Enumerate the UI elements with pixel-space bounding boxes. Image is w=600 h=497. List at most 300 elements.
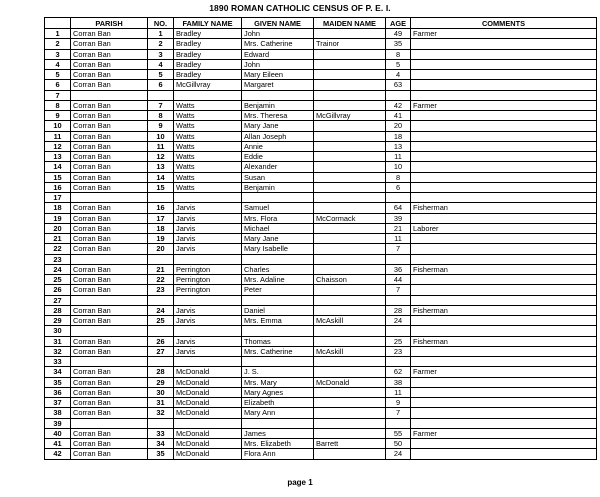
header-family-name: FAMILY NAME xyxy=(174,18,242,29)
table-row xyxy=(45,121,597,131)
cell-family-name: McDonald xyxy=(174,439,242,449)
cell-parish: Corran Ban xyxy=(71,377,148,387)
cell-no: 35 xyxy=(148,449,174,459)
table-row xyxy=(45,326,597,336)
cell-row-number: 33 xyxy=(45,357,71,367)
cell-no: 32 xyxy=(148,408,174,418)
table-row xyxy=(45,398,597,408)
cell-no: 33 xyxy=(148,428,174,438)
cell-family-name: Perrington xyxy=(174,264,242,274)
cell-row-number: 26 xyxy=(45,285,71,295)
cell-given-name xyxy=(242,326,314,336)
table-row xyxy=(45,90,597,100)
cell-family-name: McDonald xyxy=(174,449,242,459)
cell-maiden-name xyxy=(314,49,386,59)
cell-row-number: 41 xyxy=(45,439,71,449)
cell-row-number: 13 xyxy=(45,152,71,162)
cell-no: 6 xyxy=(148,80,174,90)
cell-age xyxy=(386,193,411,203)
cell-no: 2 xyxy=(148,39,174,49)
cell-maiden-name xyxy=(314,418,386,428)
cell-maiden-name: Trainor xyxy=(314,39,386,49)
table-row xyxy=(45,213,597,223)
cell-given-name: Eddie xyxy=(242,152,314,162)
header-row xyxy=(45,18,597,29)
cell-no: 11 xyxy=(148,141,174,151)
cell-no: 17 xyxy=(148,213,174,223)
cell-family-name: Bradley xyxy=(174,59,242,69)
cell-age: 9 xyxy=(386,398,411,408)
cell-row-number: 36 xyxy=(45,387,71,397)
cell-age: 18 xyxy=(386,131,411,141)
table-row xyxy=(45,295,597,305)
table-row xyxy=(45,141,597,151)
cell-parish: Corran Ban xyxy=(71,49,148,59)
cell-parish: Corran Ban xyxy=(71,244,148,254)
table-row xyxy=(45,439,597,449)
cell-no: 14 xyxy=(148,172,174,182)
cell-family-name: Jarvis xyxy=(174,336,242,346)
cell-family-name: Watts xyxy=(174,141,242,151)
header-no: NO. xyxy=(148,18,174,29)
cell-given-name: J. S. xyxy=(242,367,314,377)
cell-age: 23 xyxy=(386,346,411,356)
cell-maiden-name xyxy=(314,100,386,110)
cell-parish: Corran Ban xyxy=(71,182,148,192)
cell-family-name xyxy=(174,326,242,336)
cell-maiden-name xyxy=(314,367,386,377)
cell-parish: Corran Ban xyxy=(71,39,148,49)
cell-age: 5 xyxy=(386,59,411,69)
cell-row-number: 23 xyxy=(45,254,71,264)
cell-no: 8 xyxy=(148,111,174,121)
cell-no: 10 xyxy=(148,131,174,141)
cell-no: 26 xyxy=(148,336,174,346)
cell-maiden-name xyxy=(314,336,386,346)
cell-age: 21 xyxy=(386,223,411,233)
cell-comments: Laborer xyxy=(411,223,597,233)
cell-comments xyxy=(411,111,597,121)
cell-age xyxy=(386,418,411,428)
cell-comments xyxy=(411,39,597,49)
cell-row-number: 15 xyxy=(45,172,71,182)
cell-maiden-name: McAskill xyxy=(314,346,386,356)
cell-no: 12 xyxy=(148,152,174,162)
cell-maiden-name xyxy=(314,285,386,295)
cell-given-name: Benjamin xyxy=(242,182,314,192)
cell-maiden-name: McCormack xyxy=(314,213,386,223)
cell-comments xyxy=(411,152,597,162)
table-row xyxy=(45,39,597,49)
cell-parish: Corran Ban xyxy=(71,428,148,438)
cell-row-number: 14 xyxy=(45,162,71,172)
cell-given-name: Alexander xyxy=(242,162,314,172)
cell-row-number: 37 xyxy=(45,398,71,408)
cell-row-number: 5 xyxy=(45,70,71,80)
cell-row-number: 29 xyxy=(45,316,71,326)
cell-comments xyxy=(411,275,597,285)
cell-age: 35 xyxy=(386,39,411,49)
cell-family-name: Jarvis xyxy=(174,244,242,254)
cell-age: 25 xyxy=(386,336,411,346)
cell-maiden-name xyxy=(314,90,386,100)
cell-no: 28 xyxy=(148,367,174,377)
cell-family-name: Jarvis xyxy=(174,346,242,356)
cell-given-name: Benjamin xyxy=(242,100,314,110)
cell-given-name: Mary Eileen xyxy=(242,70,314,80)
cell-comments xyxy=(411,244,597,254)
cell-family-name: Bradley xyxy=(174,49,242,59)
cell-parish: Corran Ban xyxy=(71,141,148,151)
cell-comments: Fisherman xyxy=(411,336,597,346)
header-comments: COMMENTS xyxy=(411,18,597,29)
table-row xyxy=(45,223,597,233)
cell-family-name: Watts xyxy=(174,100,242,110)
cell-given-name: Peter xyxy=(242,285,314,295)
cell-age: 36 xyxy=(386,264,411,274)
cell-parish: Corran Ban xyxy=(71,172,148,182)
cell-row-number: 1 xyxy=(45,29,71,39)
cell-comments: Farmer xyxy=(411,100,597,110)
cell-parish xyxy=(71,418,148,428)
cell-parish: Corran Ban xyxy=(71,398,148,408)
cell-family-name: McDonald xyxy=(174,408,242,418)
table-row xyxy=(45,49,597,59)
cell-comments: Fisherman xyxy=(411,203,597,213)
cell-parish: Corran Ban xyxy=(71,305,148,315)
cell-family-name xyxy=(174,295,242,305)
cell-age: 8 xyxy=(386,49,411,59)
cell-given-name xyxy=(242,357,314,367)
cell-maiden-name xyxy=(314,152,386,162)
cell-maiden-name xyxy=(314,162,386,172)
cell-parish: Corran Ban xyxy=(71,439,148,449)
table-row xyxy=(45,234,597,244)
cell-maiden-name xyxy=(314,326,386,336)
cell-age: 28 xyxy=(386,305,411,315)
cell-maiden-name xyxy=(314,193,386,203)
table-row xyxy=(45,29,597,39)
cell-given-name xyxy=(242,254,314,264)
cell-parish: Corran Ban xyxy=(71,234,148,244)
table-row xyxy=(45,285,597,295)
cell-comments xyxy=(411,90,597,100)
cell-age: 7 xyxy=(386,408,411,418)
cell-row-number: 24 xyxy=(45,264,71,274)
cell-age: 11 xyxy=(386,387,411,397)
cell-given-name: Mrs. Catherine xyxy=(242,346,314,356)
cell-row-number: 16 xyxy=(45,182,71,192)
table-row xyxy=(45,408,597,418)
cell-family-name xyxy=(174,357,242,367)
cell-parish: Corran Ban xyxy=(71,387,148,397)
cell-age: 62 xyxy=(386,367,411,377)
cell-parish xyxy=(71,193,148,203)
cell-family-name: Watts xyxy=(174,121,242,131)
cell-no: 16 xyxy=(148,203,174,213)
cell-parish: Corran Ban xyxy=(71,152,148,162)
cell-family-name: McGillvray xyxy=(174,80,242,90)
cell-given-name: Flora Ann xyxy=(242,449,314,459)
cell-row-number: 17 xyxy=(45,193,71,203)
header-given-name: GIVEN NAME xyxy=(242,18,314,29)
cell-maiden-name xyxy=(314,121,386,131)
cell-row-number: 12 xyxy=(45,141,71,151)
table-row xyxy=(45,59,597,69)
cell-row-number: 25 xyxy=(45,275,71,285)
cell-row-number: 9 xyxy=(45,111,71,121)
cell-age: 7 xyxy=(386,244,411,254)
cell-row-number: 39 xyxy=(45,418,71,428)
cell-no: 21 xyxy=(148,264,174,274)
cell-given-name xyxy=(242,295,314,305)
cell-no: 27 xyxy=(148,346,174,356)
cell-family-name: McDonald xyxy=(174,387,242,397)
cell-family-name xyxy=(174,418,242,428)
cell-comments xyxy=(411,357,597,367)
table-row xyxy=(45,305,597,315)
cell-comments xyxy=(411,346,597,356)
cell-no: 34 xyxy=(148,439,174,449)
cell-row-number: 8 xyxy=(45,100,71,110)
cell-maiden-name xyxy=(314,357,386,367)
cell-comments xyxy=(411,398,597,408)
cell-maiden-name xyxy=(314,398,386,408)
cell-given-name: James xyxy=(242,428,314,438)
cell-no xyxy=(148,295,174,305)
cell-age: 64 xyxy=(386,203,411,213)
cell-comments xyxy=(411,449,597,459)
cell-given-name: Mrs. Flora xyxy=(242,213,314,223)
cell-no: 20 xyxy=(148,244,174,254)
cell-comments xyxy=(411,316,597,326)
cell-given-name: Thomas xyxy=(242,336,314,346)
cell-family-name: Watts xyxy=(174,131,242,141)
cell-comments xyxy=(411,121,597,131)
cell-age: 41 xyxy=(386,111,411,121)
cell-maiden-name xyxy=(314,182,386,192)
cell-maiden-name xyxy=(314,59,386,69)
table-row xyxy=(45,80,597,90)
cell-maiden-name xyxy=(314,223,386,233)
cell-family-name: Watts xyxy=(174,172,242,182)
cell-parish: Corran Ban xyxy=(71,111,148,121)
cell-maiden-name xyxy=(314,80,386,90)
cell-age xyxy=(386,90,411,100)
cell-given-name: Mary Agnes xyxy=(242,387,314,397)
table-row xyxy=(45,275,597,285)
cell-given-name: Mrs. Catherine xyxy=(242,39,314,49)
cell-given-name: Mrs. Mary xyxy=(242,377,314,387)
cell-maiden-name xyxy=(314,70,386,80)
cell-row-number: 2 xyxy=(45,39,71,49)
table-row xyxy=(45,377,597,387)
cell-comments: Fisherman xyxy=(411,305,597,315)
census-table xyxy=(44,17,597,460)
cell-parish: Corran Ban xyxy=(71,121,148,131)
cell-no: 31 xyxy=(148,398,174,408)
table-row xyxy=(45,346,597,356)
cell-family-name: Jarvis xyxy=(174,223,242,233)
cell-age: 6 xyxy=(386,182,411,192)
cell-parish: Corran Ban xyxy=(71,203,148,213)
cell-maiden-name: Chaisson xyxy=(314,275,386,285)
cell-no: 13 xyxy=(148,162,174,172)
cell-family-name xyxy=(174,90,242,100)
table-row xyxy=(45,367,597,377)
header-parish: PARISH xyxy=(71,18,148,29)
cell-maiden-name: McDonald xyxy=(314,377,386,387)
cell-age: 49 xyxy=(386,29,411,39)
cell-family-name: Jarvis xyxy=(174,305,242,315)
cell-comments xyxy=(411,408,597,418)
table-row xyxy=(45,336,597,346)
cell-age: 39 xyxy=(386,213,411,223)
table-row xyxy=(45,428,597,438)
cell-age: 42 xyxy=(386,100,411,110)
cell-age xyxy=(386,295,411,305)
cell-no xyxy=(148,193,174,203)
table-row xyxy=(45,131,597,141)
cell-comments xyxy=(411,234,597,244)
cell-no: 24 xyxy=(148,305,174,315)
cell-given-name xyxy=(242,193,314,203)
cell-parish: Corran Ban xyxy=(71,70,148,80)
cell-comments xyxy=(411,418,597,428)
cell-parish: Corran Ban xyxy=(71,346,148,356)
cell-given-name: Margaret xyxy=(242,80,314,90)
cell-comments xyxy=(411,285,597,295)
cell-no: 29 xyxy=(148,377,174,387)
cell-comments xyxy=(411,131,597,141)
cell-maiden-name xyxy=(314,295,386,305)
cell-row-number: 10 xyxy=(45,121,71,131)
cell-given-name: Annie xyxy=(242,141,314,151)
cell-age xyxy=(386,326,411,336)
table-row xyxy=(45,70,597,80)
cell-family-name: Perrington xyxy=(174,275,242,285)
census-body xyxy=(45,29,597,460)
cell-family-name: McDonald xyxy=(174,398,242,408)
table-row xyxy=(45,193,597,203)
table-row xyxy=(45,244,597,254)
cell-maiden-name: McGillvray xyxy=(314,111,386,121)
cell-age xyxy=(386,357,411,367)
cell-maiden-name xyxy=(314,428,386,438)
cell-comments: Farmer xyxy=(411,367,597,377)
cell-family-name: McDonald xyxy=(174,428,242,438)
cell-family-name: McDonald xyxy=(174,367,242,377)
cell-maiden-name xyxy=(314,29,386,39)
cell-no xyxy=(148,254,174,264)
cell-maiden-name xyxy=(314,244,386,254)
cell-given-name: Daniel xyxy=(242,305,314,315)
cell-maiden-name: McAskill xyxy=(314,316,386,326)
cell-given-name: Mary Ann xyxy=(242,408,314,418)
cell-given-name: Mary Jane xyxy=(242,234,314,244)
cell-given-name: John xyxy=(242,59,314,69)
cell-given-name xyxy=(242,418,314,428)
cell-age: 44 xyxy=(386,275,411,285)
table-row xyxy=(45,449,597,459)
cell-age: 11 xyxy=(386,152,411,162)
cell-comments xyxy=(411,49,597,59)
cell-row-number: 40 xyxy=(45,428,71,438)
cell-row-number: 7 xyxy=(45,90,71,100)
cell-given-name: Edward xyxy=(242,49,314,59)
cell-given-name: Allan Joseph xyxy=(242,131,314,141)
cell-parish: Corran Ban xyxy=(71,29,148,39)
cell-family-name: McDonald xyxy=(174,377,242,387)
cell-no: 3 xyxy=(148,49,174,59)
cell-age: 13 xyxy=(386,141,411,151)
cell-parish: Corran Ban xyxy=(71,316,148,326)
cell-row-number: 38 xyxy=(45,408,71,418)
page-footer: page 1 xyxy=(287,478,313,487)
cell-given-name: Mary Jane xyxy=(242,121,314,131)
cell-age: 4 xyxy=(386,70,411,80)
cell-given-name xyxy=(242,90,314,100)
cell-parish: Corran Ban xyxy=(71,285,148,295)
cell-family-name: Watts xyxy=(174,182,242,192)
table-row xyxy=(45,387,597,397)
table-row xyxy=(45,254,597,264)
cell-no: 15 xyxy=(148,182,174,192)
cell-maiden-name xyxy=(314,449,386,459)
cell-row-number: 19 xyxy=(45,213,71,223)
cell-parish: Corran Ban xyxy=(71,80,148,90)
cell-age: 50 xyxy=(386,439,411,449)
cell-family-name: Bradley xyxy=(174,39,242,49)
table-row xyxy=(45,264,597,274)
cell-comments xyxy=(411,295,597,305)
cell-maiden-name xyxy=(314,408,386,418)
cell-row-number: 31 xyxy=(45,336,71,346)
cell-row-number: 22 xyxy=(45,244,71,254)
cell-comments: Fisherman xyxy=(411,264,597,274)
cell-comments xyxy=(411,439,597,449)
cell-given-name: Michael xyxy=(242,223,314,233)
cell-parish: Corran Ban xyxy=(71,213,148,223)
cell-age: 63 xyxy=(386,80,411,90)
cell-no: 30 xyxy=(148,387,174,397)
cell-row-number: 18 xyxy=(45,203,71,213)
table-row xyxy=(45,418,597,428)
cell-no: 5 xyxy=(148,70,174,80)
cell-comments: Farmer xyxy=(411,29,597,39)
cell-parish: Corran Ban xyxy=(71,275,148,285)
cell-row-number: 35 xyxy=(45,377,71,387)
cell-comments: Farmer xyxy=(411,428,597,438)
cell-parish: Corran Ban xyxy=(71,223,148,233)
cell-age xyxy=(386,254,411,264)
cell-no: 1 xyxy=(148,29,174,39)
cell-maiden-name xyxy=(314,264,386,274)
cell-comments xyxy=(411,162,597,172)
cell-parish: Corran Ban xyxy=(71,264,148,274)
cell-given-name: Mrs. Theresa xyxy=(242,111,314,121)
cell-no: 18 xyxy=(148,223,174,233)
cell-family-name: Perrington xyxy=(174,285,242,295)
cell-parish xyxy=(71,357,148,367)
cell-maiden-name xyxy=(314,203,386,213)
cell-comments xyxy=(411,213,597,223)
cell-row-number: 11 xyxy=(45,131,71,141)
header-maiden-name: MAIDEN NAME xyxy=(314,18,386,29)
table-row xyxy=(45,203,597,213)
cell-parish xyxy=(71,254,148,264)
cell-row-number: 27 xyxy=(45,295,71,305)
